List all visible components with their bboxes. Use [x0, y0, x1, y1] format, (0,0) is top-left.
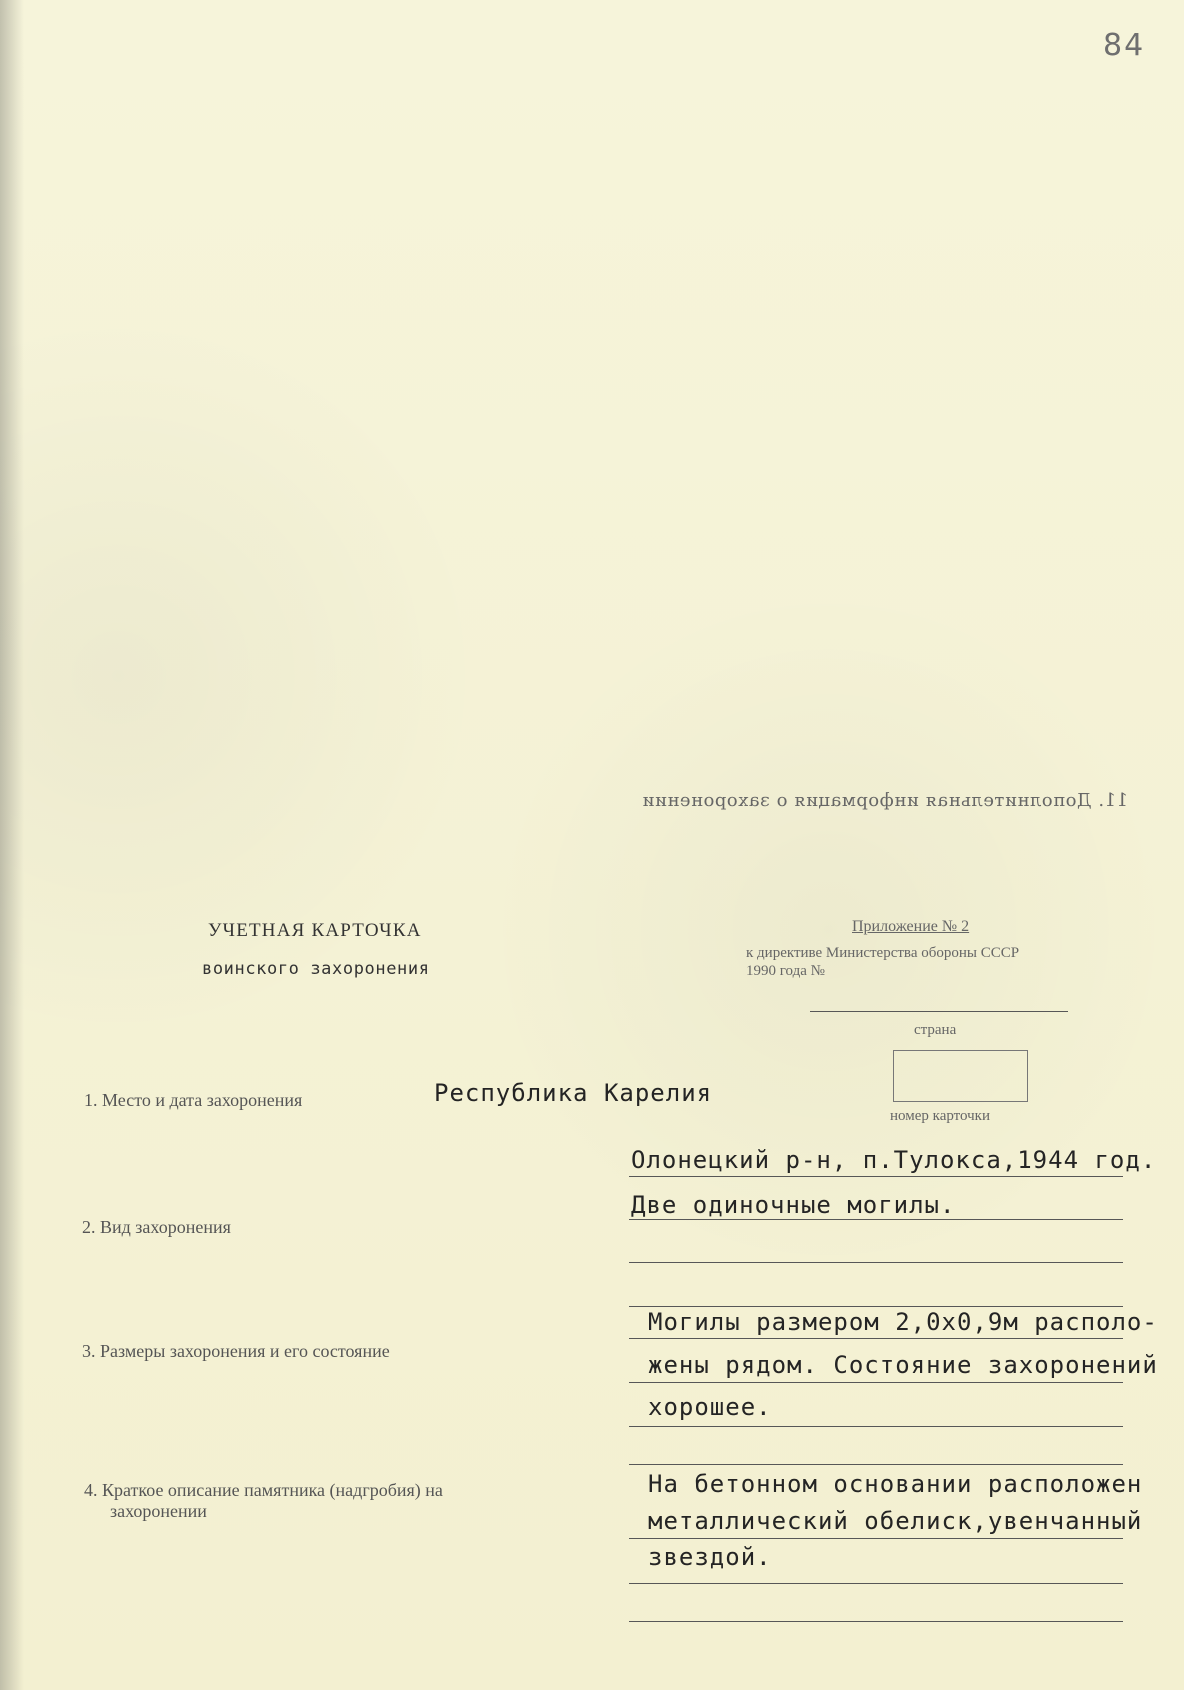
- directive-line-1: к директиве Министерства обороны СССР: [746, 945, 1020, 961]
- size-condition-value-line-1: Могилы размером 2,0х0,9м располо-: [648, 1308, 1158, 1336]
- monument-line-2: [629, 1538, 1123, 1539]
- size-condition-line-2: [629, 1382, 1123, 1383]
- scan-edge: [0, 0, 24, 1690]
- appendix-label: Приложение № 2: [852, 918, 970, 935]
- burial-type-line-1: [629, 1219, 1123, 1220]
- monument-line-4: [629, 1621, 1123, 1622]
- size-condition-line-3: [629, 1426, 1123, 1427]
- size-condition-line-1: [629, 1338, 1123, 1339]
- mirrored-back-side-text: 11. Дополнительная информация о захоронении: [641, 790, 1128, 811]
- directive-line-2: 1990 года №: [746, 963, 825, 979]
- card-number-box: [893, 1050, 1028, 1102]
- burial-type-line-3: [629, 1306, 1123, 1307]
- monument-value-line-3: звездой.: [648, 1543, 772, 1571]
- place-date-label: 1. Место и дата захоронения: [84, 1090, 303, 1110]
- place-date-value-line-2: Олонецкий р-н, п.Тулокса,1944 год.: [631, 1146, 1157, 1174]
- burial-type-label: 2. Вид захоронения: [82, 1217, 231, 1237]
- monument-value-line-1: На бетонном основании расположен: [648, 1470, 1143, 1498]
- monument-label-line-2: захоронении: [110, 1501, 207, 1521]
- burial-type-line-2: [629, 1262, 1123, 1263]
- monument-line-1: [629, 1464, 1123, 1465]
- card-title: УЧЕТНАЯ КАРТОЧКА: [208, 920, 422, 941]
- country-line: [810, 1011, 1068, 1012]
- place-date-line: [629, 1176, 1123, 1177]
- size-condition-value-line-2: жены рядом. Состояние захоронений: [648, 1351, 1158, 1379]
- monument-line-3: [629, 1583, 1123, 1584]
- country-label: страна: [914, 1022, 957, 1038]
- handwritten-page-number: 84: [1103, 28, 1146, 63]
- monument-label-line-1: 4. Краткое описание памятника (надгробия) на: [84, 1480, 443, 1500]
- card-subtitle: воинского захоронения: [202, 959, 430, 979]
- size-condition-value-line-3: хорошее.: [648, 1393, 772, 1421]
- burial-type-value: Две одиночные могилы.: [631, 1191, 956, 1219]
- card-number-label: номер карточки: [890, 1108, 990, 1124]
- monument-value-line-2: металлический обелиск,увенчанный: [648, 1507, 1143, 1535]
- place-date-value-line-1: Республика Карелия: [434, 1079, 713, 1107]
- size-condition-label: 3. Размеры захоронения и его состояние: [82, 1341, 390, 1361]
